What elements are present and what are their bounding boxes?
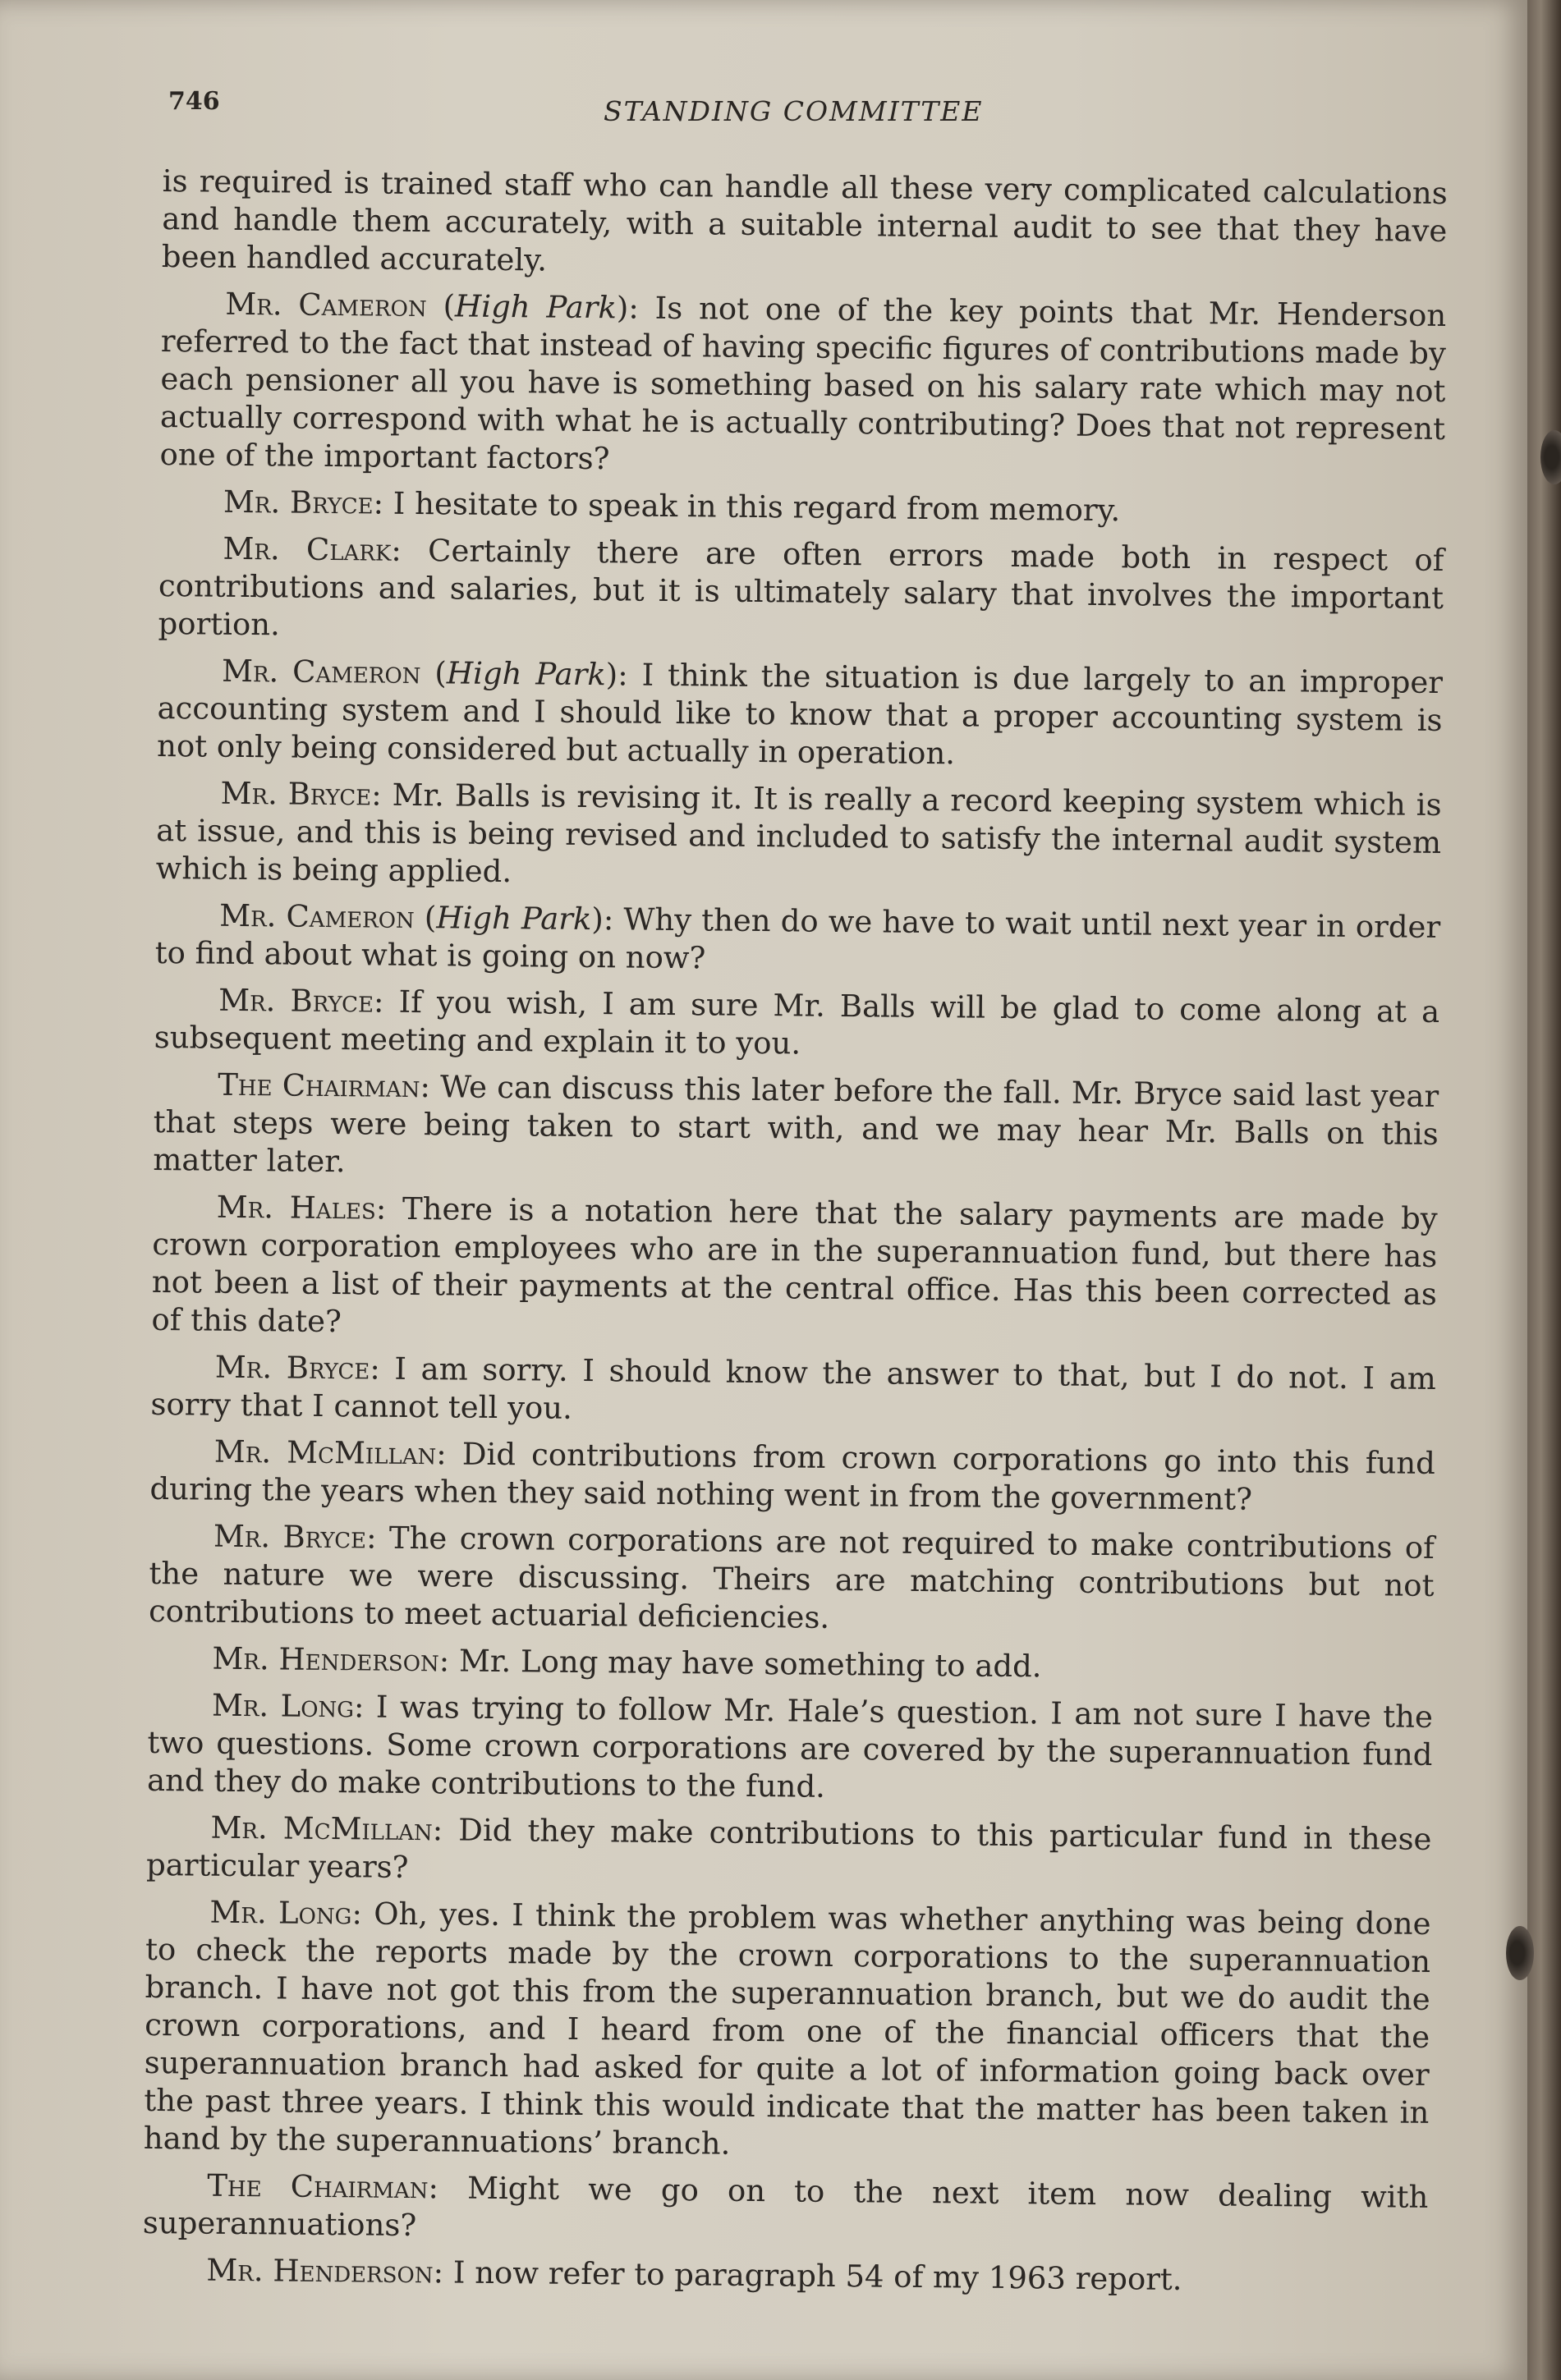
speech-paragraph: Mr. McMillan: Did contributions from crown corporations go into this fund during the years when they said nothing went in from the government? [149,1433,1436,1517]
binding-hole [1506,1926,1534,1980]
speaker-name: Mr. Bryce [223,484,374,521]
page-header [168,87,1449,128]
speech-paragraph: Mr. McMillan: Did they make contributions to this particular fund in these particular years? [145,1809,1432,1885]
speech-paragraph: Mr. Bryce: Mr. Balls is revising it. It is really a record keeping system which is at issue, and this is being revised and included to satisfy the internal audit system which is being applied. [155,775,1442,890]
speaker-name: Mr. McMillan [213,1433,437,1472]
speaker-name: Mr. Henderson [212,1640,439,1679]
speech-text: If you wish, I am sure Mr. Balls will be glad to come along at a subsequent meeting and explain it to you. [154,984,1440,1062]
speech-text: The crown corporations are not required to make contributions of the nature we were discussing. Theirs are matching contributions but not contributions to meet actuarial deficiencies. [148,1520,1435,1635]
speech-paragraph: Mr. Bryce: I hesitate to speak in this regard from memory. [223,484,1121,529]
speech-paragraph: Mr. Clark: Certainly there are often errors made both in respect of contributions and salaries, but it is ultimately salary that involves the important portion. [158,530,1444,643]
speaker-name: Mr. Bryce [214,1349,370,1387]
speech-paragraph: Mr. Bryce: I am sorry. I should know the answer to that, but I do not. I am sorry that I cannot tell you. [150,1349,1437,1426]
speech-paragraph: Mr. Long: I was trying to follow Mr. Hale’s question. I am not sure I have the two questions. Some crown corporations are covered by the superannuation fund and they do make contributions to the fund. [146,1687,1434,1804]
speaker-name: Mr. Bryce [220,775,372,813]
running-title: STANDING COMMITTEE [604,95,984,127]
speech-text: Certainly there are often errors made both in respect of contributions and salaries, but it is ultimately salary that involves the important portion. [158,533,1444,643]
speaker-name: Mr. Cameron [221,653,421,691]
continued-paragraph [162,163,1448,288]
speech-paragraph: Mr. Henderson: I now refer to paragraph 54 of my 1963 report. [206,2252,1182,2298]
speech-text: I hesitate to speak in this regard from memory. [393,485,1121,529]
speech-paragraph: The Chairman: Might we go on to the next item now dealing with superannuations? [142,2167,1429,2244]
speech-paragraph: Mr. Bryce: If you wish, I am sure Mr. Balls will be glad to come along at a subsequent meeting and explain it to you. [154,982,1440,1062]
speaker-name: Mr. Hales [216,1189,377,1227]
speaker-name: Mr. Bryce [213,1518,367,1556]
speech-text: Oh, yes. I think the problem was whether anything was being done to check the reports made by the crown corporations to the superannuation branch. I have not got this from the superannuation branch, but we do audit the crown corporations, and I heard from one of the financial officers that the superannuation branch had asked for quite a lot of information going back over the past three years. I think this would indicate that the matter has been taken in hand by the superannuations’ branch. [143,1896,1431,2162]
speaker-constituency: High Park [454,288,618,326]
speech-paragraph: Mr. Long: Oh, yes. I think the problem was whether anything was being done to check the reports made by the crown corporations to the superannuation branch. I have not got this from the superannuation branch, but we do audit the crown corporations, and I heard from one of the financial officers that the superannuation branch had asked for quite a lot of information going back over the past three years. I think this would indicate that the matter has been taken in hand by the superannuations’ branch. [143,1894,1431,2162]
speech-paragraph: Mr. Cameron (High Park): Why then do we have to wait until next year in order to find about what is going on now? [154,897,1441,976]
transcript-body [142,163,1448,2310]
page-number: 746 [168,87,220,116]
speech-paragraph: The Chairman: We can discuss this later before the fall. Mr. Bryce said last year that steps were being taken to start with, and we may hear Mr. Balls on this matter later. [153,1066,1439,1180]
speech-text: is required is trained staff who can handle all these very complicated calculations and handle them accurately, with a suitable internal audit to see that they have been handled accurately. [161,163,1448,278]
speech-text: Why then do we have to wait until next year in order to find about what is going on now? [154,901,1441,976]
speech-paragraph: Mr. Cameron (High Park): I think the situation is due largely to an improper accounting system and I should like to know that a proper accounting system is not only being considered but actually in operation. [156,653,1444,772]
speech-text: Mr. Balls is revising it. It is really a record keeping system which is at issue, and this is being revised and included to satisfy the internal audit system which is being applied. [155,777,1442,890]
speaker-constituency: High Park [446,655,606,693]
speech-text: I now refer to paragraph 54 of my 1963 report. [452,2254,1182,2298]
speech-paragraph: Mr. Hales: There is a notation here that the salary payments are made by crown corporation employees who are in the superannuation fund, but there has not been a list of their payments at the central office. Has this been corrected as of this date? [151,1189,1438,1340]
speech-text: There is a notation here that the salary payments are made by crown corporation employees who are in the superannuation fund, but there has not been a list of their payments at the central office. Has this been corrected as of this date? [151,1190,1438,1340]
speaker-name: Mr. Long [209,1894,352,1932]
speech-text: Did contributions from crown corporations go into this fund during the years when they said nothing went in from the government? [149,1436,1436,1517]
speech-text: I was trying to follow Mr. Hale’s question. I am not sure I have the two questions. Some crown corporations are covered by the superannuation fund and they do make contributions to the fund. [146,1689,1434,1804]
speech-text: We can discuss this later before the fall. Mr. Bryce said last year that steps were being taken to start with, and we may hear Mr. Balls on this matter later. [153,1069,1439,1180]
speech-text: Might we go on to the next item now dealing with superannuations? [142,2170,1429,2244]
speech-text: Mr. Long may have something to add. [458,1643,1042,1685]
speech-paragraph: Mr. Bryce: The crown corporations are not required to make contributions of the nature we were discussing. Theirs are matching contributions but not contributions to meet actuarial deficiencies. [148,1518,1435,1635]
speech-text: Did they make contributions to this particular fund in these particular years? [145,1812,1432,1885]
speech-text: Is not one of the key points that Mr. Henderson referred to the fact that instead of having specific figures of contributions made by each pensioner all you have is something based on his salary rate which may not actually correspond with what he is actually contributing? Does that not represent one of the important factors? [159,290,1447,477]
speaker-name: Mr. Long [211,1687,355,1725]
speaker-name: Mr. Clark [223,530,392,568]
speaker-name: The Chairman [218,1066,420,1105]
speech-text: I think the situation is due largely to an improper accounting system and I should like to know that a proper accounting system is not only being considered but actually in operation. [156,657,1444,772]
speech-paragraph: Mr. Cameron (High Park): Is not one of the key points that Mr. Henderson referred to the fact that instead of having specific figures of contributions made by each pensioner all you have is something based on his salary rate which may not actually correspond with what he is actually contributing? Does that not represent one of the important factors? [159,286,1447,477]
book-edge [1527,0,1561,2380]
speaker-name: Mr. Henderson [206,2252,434,2291]
speaker-constituency: High Park [436,900,592,938]
speaker-name: Mr. Cameron [218,897,416,935]
speaker-name: The Chairman [207,2167,429,2206]
speech-text: I am sorry. I should know the answer to that, but I do not. I am sorry that I cannot tell you. [150,1351,1437,1426]
speaker-name: Mr. McMillan [210,1809,433,1848]
speech-paragraph: Mr. Henderson: Mr. Long may have something to add. [212,1640,1042,1685]
speaker-name: Mr. Cameron [225,286,427,324]
speaker-name: Mr. Bryce [218,982,374,1020]
